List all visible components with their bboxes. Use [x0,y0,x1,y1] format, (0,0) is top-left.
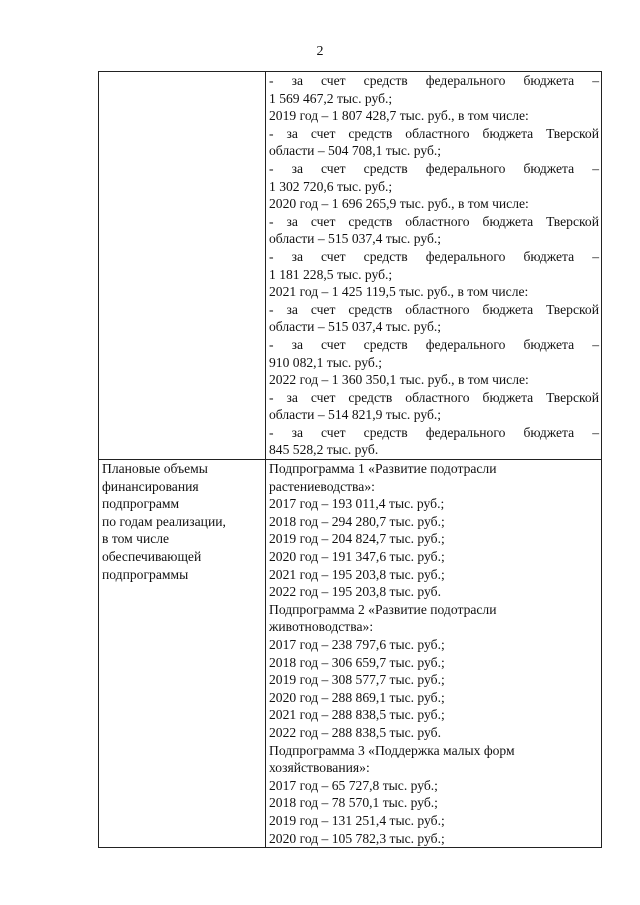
row1-left-cell [99,72,266,460]
text-line: 2022 год – 195 203,8 тыс. руб. [269,584,441,600]
text-line: Плановые объемы [102,461,208,477]
text-line: финансирования [102,478,199,494]
text-line: подпрограммы [102,566,189,582]
text-line: 2018 год – 294 280,7 тыс. руб.; [269,513,445,529]
text-line: Подпрограмма 3 «Поддержка малых форм [269,742,515,758]
text-line: 845 528,2 тыс. руб. [269,442,379,458]
text-line: - за счет средств областного бюджета Тверской [269,213,599,229]
text-line: области – 504 708,1 тыс. руб.; [269,143,442,159]
row1-right-cell [266,72,602,460]
text-line: 2020 год – 105 782,3 тыс. руб.; [269,830,445,846]
text-line: - за счет средств областного бюджета Тверской [269,125,599,141]
text-line: 2017 год – 193 011,4 тыс. руб.; [269,496,445,512]
text-line: в том числе [102,531,170,547]
text-line: - за счет средств областного бюджета Тверской [269,301,599,317]
text-line: 2021 год – 1 425 119,5 тыс. руб., в том числе: [269,284,529,300]
text-line: 2020 год – 191 347,6 тыс. руб.; [269,549,445,565]
text-line: 2021 год – 195 203,8 тыс. руб.; [269,566,445,582]
text-line: 2019 год – 204 824,7 тыс. руб.; [269,531,445,547]
text-line: 2018 год – 78 570,1 тыс. руб.; [269,795,438,811]
text-line: области – 514 821,9 тыс. руб.; [269,407,442,423]
financing-table [98,71,602,848]
text-line: 2020 год – 1 696 265,9 тыс. руб., в том числе: [269,196,529,212]
text-line: животноводства»: [269,619,374,635]
text-line: 2022 год – 1 360 350,1 тыс. руб., в том числе: [269,372,529,388]
page-number: 2 [316,44,324,59]
text-line: 2018 год – 306 659,7 тыс. руб.; [269,654,445,670]
text-line: 2019 год – 1 807 428,7 тыс. руб., в том числе: [269,108,529,124]
text-line: обеспечивающей [102,549,202,565]
text-line: 1 302 720,6 тыс. руб.; [269,178,393,194]
text-line: по годам реализации, [102,513,226,529]
text-line: - за счет средств федерального бюджета – [269,248,599,264]
text-line: 2019 год – 131 251,4 тыс. руб.; [269,812,445,828]
text-line: области – 515 037,4 тыс. руб.; [269,231,442,247]
text-line: - за счет средств федерального бюджета – [269,73,599,88]
table-row [99,72,602,460]
text-line: Подпрограмма 1 «Развитие подотрасли [269,461,497,477]
text-line: - за счет средств областного бюджета Тверской [269,389,599,405]
text-line: 2020 год – 288 869,1 тыс. руб.; [269,689,445,705]
row2-right-cell [266,460,602,848]
text-line: области – 515 037,4 тыс. руб.; [269,319,442,335]
text-line: 2019 год – 308 577,7 тыс. руб.; [269,672,445,688]
table-row [99,460,602,848]
text-line: 2017 год – 65 727,8 тыс. руб.; [269,777,438,793]
text-line: 910 082,1 тыс. руб.; [269,354,383,370]
text-line: подпрограмм [102,496,180,512]
text-line: - за счет средств федерального бюджета – [269,424,599,440]
text-line: 2021 год – 288 838,5 тыс. руб.; [269,707,445,723]
text-line: 2017 год – 238 797,6 тыс. руб.; [269,637,445,652]
text-line: 2022 год – 288 838,5 тыс. руб. [269,724,441,740]
text-line: хозяйствования»: [269,760,370,776]
text-line: - за счет средств федерального бюджета – [269,336,599,352]
text-line: Подпрограмма 2 «Развитие подотрасли [269,601,497,617]
text-line: растениеводства»: [269,478,375,494]
text-line: 1 181 228,5 тыс. руб.; [269,266,393,282]
row2-left-cell [99,460,266,848]
text-line: - за счет средств федерального бюджета – [269,160,599,176]
text-line: 1 569 467,2 тыс. руб.; [269,90,393,106]
